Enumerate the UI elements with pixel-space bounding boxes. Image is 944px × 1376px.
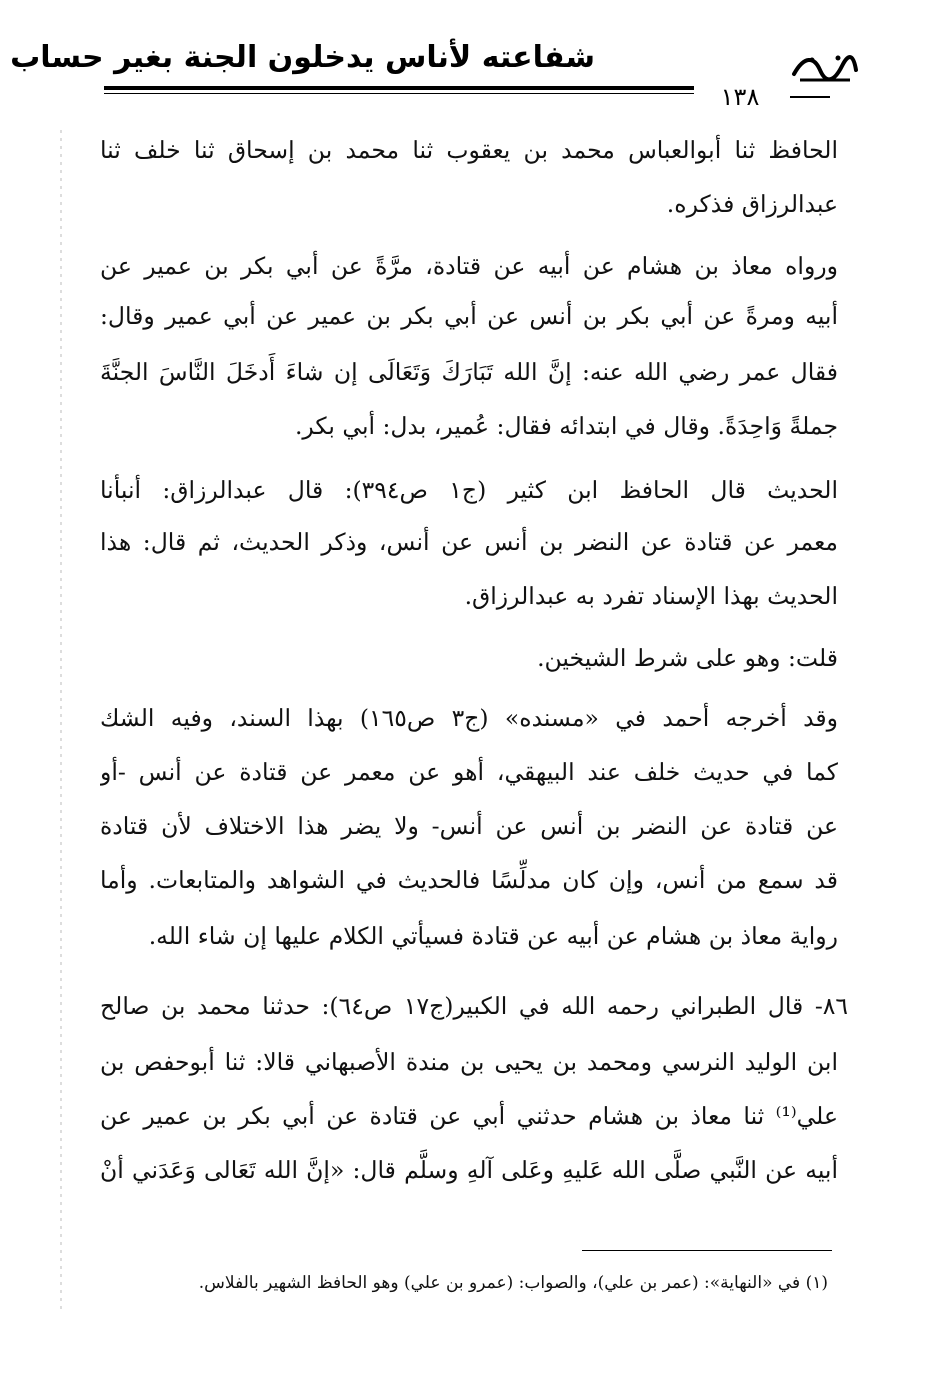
text-line: أبيه عن النَّبي صلَّى الله عَليهِ وعَلى آلهِ وسلَّم قال: «إنَّ الله تَعَالى وَعَدَني أنْ <box>100 1156 838 1184</box>
ornament-logo-icon <box>790 48 860 88</box>
text-line: ٨٦- قال الطبراني رحمه الله في الكبير(ج١٧ ص٦٤): حدثنا محمد بن صالح <box>100 992 848 1020</box>
text-line: الحافظ ثنا أبوالعباس محمد بن يعقوب ثنا محمد بن إسحاق ثنا خلف ثنا <box>100 136 838 164</box>
text-line: كما في حديث خلف عند البيهقي، أهو عن معمر عن قتادة عن أنس -أو <box>100 758 838 786</box>
text-line: عبدالرزاق فذكره. <box>666 190 838 218</box>
text-line: فقال عمر رضي الله عنه: إنَّ الله تَبَارَكَ وَتَعَالَى إن شاءَ أَدخَلَ النَّاسَ الجنَّةَ <box>100 358 838 386</box>
text-line: جملةً وَاحِدَةً. وقال في ابتدائه فقال: عُمير، بدل: أبي بكر. <box>294 412 838 440</box>
page-number: ١٣٨ <box>720 83 760 111</box>
text-line: وقد أخرجه أحمد في «مسنده» (ج٣ ص١٦٥) بهذا السند، وفيه الشك <box>100 704 838 732</box>
text-line: أبيه ومرةً عن أبي بكر بن أنس عن أبي بكر بن عمير عن أبي عمير وقال: <box>100 302 838 330</box>
running-header-title: شفاعته لأناس يدخلون الجنة بغير حساب <box>10 40 595 75</box>
footnote-rule <box>582 1250 832 1251</box>
text-line: ابن الوليد النرسي ومحمد بن يحيى بن مندة الأصبهاني قالا: ثنا أبوحفص بن <box>100 1048 838 1076</box>
text-line: معمر عن قتادة عن النضر بن أنس عن أنس، وذكر الحديث، ثم قال: هذا <box>100 528 838 556</box>
text-line: علي⁽¹⁾ ثنا معاذ بن هشام حدثني أبي عن قتادة عن أبي بكر بن عمير عن <box>100 1102 838 1130</box>
text-line: الحديث قال الحافظ ابن كثير (ج١ ص٣٩٤): قال عبدالرزاق: أنبأنا <box>100 476 838 504</box>
page-number-rule <box>790 96 830 98</box>
header-rule-thin <box>104 93 694 94</box>
text-line: رواية معاذ بن هشام عن أبيه عن قتادة فسيأتي الكلام عليها إن شاء الله. <box>148 922 838 950</box>
text-line: قد سمع من أنس، وإن كان مدلِّسًا فالحديث في الشواهد والمتابعات. وأما <box>100 866 838 894</box>
binding-dots <box>60 130 62 1310</box>
text-line: عن قتادة عن النضر بن أنس عن أنس- ولا يضر هذا الاختلاف لأن قتادة <box>100 812 838 840</box>
text-line: ورواه معاذ بن هشام عن أبيه عن قتادة، مرَّةً عن أبي بكر بن عمير عن <box>100 252 838 280</box>
text-line: قلت: وهو على شرط الشيخين. <box>537 644 838 672</box>
text-line: الحديث بهذا الإسناد تفرد به عبدالرزاق. <box>464 582 838 610</box>
footnote: (١) في «النهاية»: (عمر بن علي)، والصواب: (عمرو بن علي) وهو الحافظ الشهير بالفلاس. <box>198 1273 828 1293</box>
header-rule <box>104 86 694 90</box>
